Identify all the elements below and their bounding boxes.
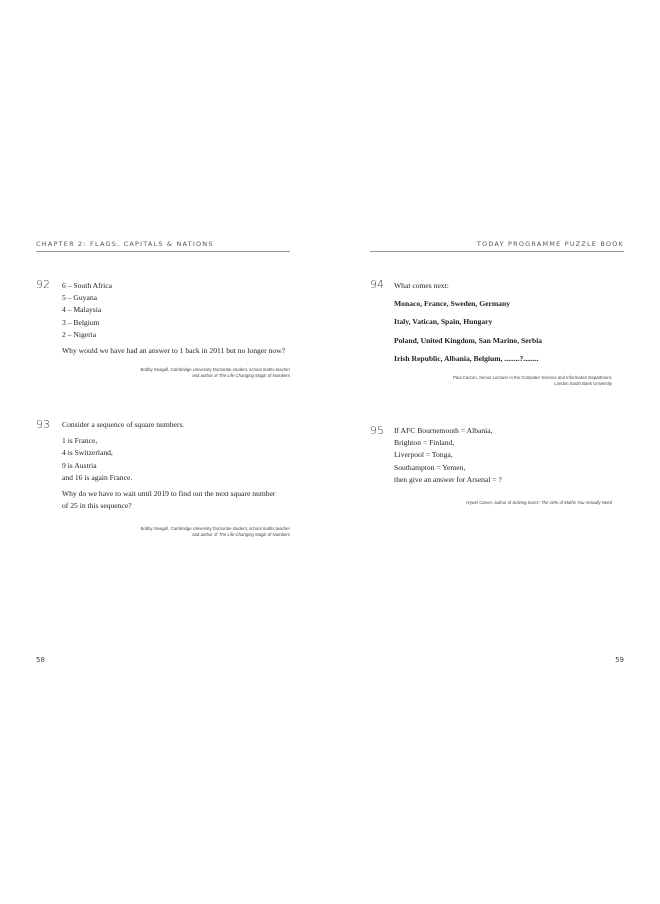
puzzle-93-intro: Consider a sequence of square numbers. [62,420,185,429]
puzzle-92-credit [140,367,290,380]
puzzle-93-credit-prefix: and author of [192,532,219,538]
puzzle-94-credit-line-1: Paul Curzon, Senior Lecturer in the Computer Science and Informatics Department, [452,375,612,380]
puzzle-93-credit-book-title: The Life Changing Magic of Numbers [218,532,290,538]
puzzle-92-line-5: 2 – Nigeria [62,329,97,339]
puzzle-92-line-3: 4 – Malaysia [62,305,102,315]
puzzle-93-credit-line-2 [140,532,290,538]
puzzle-95-credit-line [466,500,612,506]
puzzle-94-credit-line-2: London South Bank University [554,381,612,387]
puzzle-94-line-1: Monaco, France, Sweden, Germany [394,299,510,309]
puzzle-93-credit-line-1: Bobby Seagull, Cambridge University Doctorate student, school maths teacher [140,526,290,531]
puzzle-94-intro: What comes next: [394,281,449,290]
puzzle-92-credit-line-1: Bobby Seagull, Cambridge University Doctorate student, school maths teacher [140,367,290,372]
puzzle-92-credit-prefix: and author of [192,373,219,379]
puzzle-number-93: 93 [36,418,50,431]
header-rule-right [370,251,624,252]
puzzle-93-credit [140,526,290,539]
puzzle-95-line-3: Liverpool = Tonga, [394,450,453,460]
puzzle-number-94: 94 [370,278,384,291]
puzzle-number-92: 92 [36,278,50,291]
puzzle-92-line-1: 6 – South Africa [62,281,112,290]
puzzle-94-line-3: Poland, United Kingdom, San Marino, Serbia [394,335,543,345]
puzzle-93-line-2: 4 is Switzerland, [62,448,113,458]
header-rule-left [36,251,290,252]
puzzle-number-95: 95 [370,424,384,437]
puzzle-94-line-4: Irish Republic, Albania, Belgium, ........?........ [394,353,539,363]
puzzle-95-line-1: If AFC Bournemouth = Albania, [394,426,493,435]
puzzle-95-line-4: Southampton = Yemen, [394,462,466,472]
puzzle-95-credit [466,500,612,506]
puzzle-92-credit-line-2 [140,373,290,379]
puzzle-93-line-4: and 16 is again France. [62,472,133,482]
page-number-right: 59 [615,656,624,664]
puzzle-93-line-1: 1 is France, [62,436,98,446]
puzzle-94-line-2: Italy, Vatican, Spain, Hungary [394,317,493,327]
puzzle-94-credit [453,375,612,388]
puzzle-92-credit-book-title: The Life Changing Magic of Numbers [218,373,290,379]
puzzle-92-line-4: 3 – Belgium [62,317,100,327]
puzzle-95-credit-book-title: Solving Sums: The 10% of Maths You Actually Need [512,500,612,505]
running-head-left: CHAPTER 2: FLAGS, CAPITALS & NATIONS [36,240,214,248]
puzzle-93-question-line-2: of 25 in this sequence? [62,501,132,511]
puzzle-95-line-5: then give an answer for Arsenal = ? [394,474,502,484]
puzzle-93-body [62,419,275,512]
puzzle-93-line-3: 9 is Austria [62,460,97,470]
puzzle-95-line-2: Brighton = Finland, [394,438,455,448]
puzzle-92-line-2: 5 – Guyana [62,293,98,303]
page-number-left: 58 [36,656,45,664]
puzzle-92-question: Why would we have had an answer to 1 back in 2011 but no longer now? [62,346,286,356]
puzzle-95-body [394,425,502,486]
puzzle-95-credit-prefix: Hywel Carver, author of [466,500,513,505]
puzzle-93-question-line-1: Why do we have to wait until 2019 to find out the next square number [62,489,276,499]
running-head-right: TODAY PROGRAMME PUZZLE BOOK [476,240,624,248]
puzzle-92-body [62,280,285,357]
puzzle-94-body [394,280,542,365]
